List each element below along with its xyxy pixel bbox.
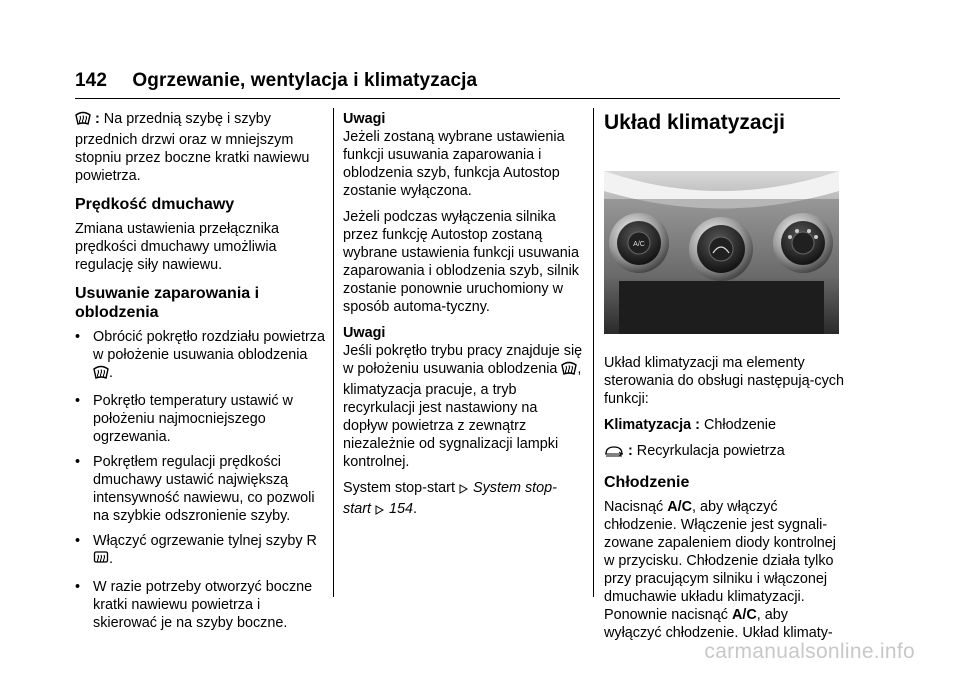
function-label: Klimatyzacja : xyxy=(604,417,700,433)
header-rule xyxy=(75,98,840,99)
list-item: • W razie potrzeby otworzyć boczne kratki nawiewu powietrza i skierować je na szyby boczne. xyxy=(75,578,325,632)
list-item-text: Pokrętło temperatury ustawić w położeniu najmocniejszego ogrzewania. xyxy=(93,393,293,445)
column-divider-2 xyxy=(593,108,594,597)
cross-reference[interactable]: System stop-start System stop-start 154. xyxy=(343,479,583,521)
fan-speed-heading: Prędkość dmuchawy xyxy=(75,196,235,213)
reference-arrow-icon xyxy=(459,482,469,500)
reference-arrow-icon xyxy=(375,503,385,521)
function-text: Recyrkulacja powietrza xyxy=(636,443,785,459)
cooling-paragraph: Nacisnąć A/C, aby włączyć chłodzenie. Włączenie jest sygnali-zowane zapaleniem diody kontrolnej w przycisku. Chłodzenie działa tylko przy pracującym silniku i włączonej dmuchawie układu klimatyzacji. Ponownie nacisnąć A/C, aby wyłączyć chłodzenie. Układ klimaty- xyxy=(604,499,836,641)
ac-button-label: A/C xyxy=(633,241,645,248)
fan-speed-text: Zmiana ustawienia przełącznika prędkości dmuchawy umożliwia regulację siły nawiewu. xyxy=(75,221,279,273)
note-paragraph: Jeśli pokrętło trybu pracy znajduje się w położeniu usuwania oblodzenia , klimatyzacja pracuje, a tryb recyrkulacji jest nastawiony na dopływ powietrza z zewnątrz niezależnie od sygnalizacji lampki kontrolnej. xyxy=(343,343,583,470)
note-heading: Uwagi xyxy=(343,325,386,341)
column-divider-1 xyxy=(333,108,334,597)
ac-label: A/C xyxy=(732,607,757,623)
function-item xyxy=(604,416,844,434)
reference-page: 154 xyxy=(389,501,414,517)
note-paragraph: Jeżeli zostaną wybrane ustawienia funkcji usuwania zaparowania i oblodzenia szyb, funkcja Autostop zostanie wyłączona. xyxy=(343,129,565,199)
windshield-defrost-icon xyxy=(93,364,109,385)
intro-label: : xyxy=(95,111,100,127)
note-paragraph: Jeżeli podczas wyłączenia silnika przez funkcję Autostop zostaną wybrane ustawienia funkcji usuwania zaparowania i oblodzenia szyb, silnik zostanie ponownie uruchomiony w sposób automa-tyczny. xyxy=(343,209,579,315)
chapter-title: Ogrzewanie, wentylacja i klimatyzacja xyxy=(132,70,478,91)
climate-control-photo xyxy=(604,171,839,334)
function-label: : xyxy=(628,443,633,459)
list-item: • Pokrętło temperatury ustawić w położeniu najmocniejszego ogrzewania. xyxy=(75,392,325,446)
function-item xyxy=(604,442,844,463)
reference-link[interactable]: System stop-start xyxy=(343,480,557,517)
intro-paragraph xyxy=(75,110,325,185)
section-title: Układ klimatyzacji xyxy=(604,111,785,134)
list-item-text: Pokrętłem regulacji prędkości dmuchawy ustawić największą intensywność nawiewu, co pozwoli na szybkie odszronienie szyby. xyxy=(93,454,315,524)
cooling-heading: Chłodzenie xyxy=(604,474,690,491)
list-item-text: Obrócić pokrętło rozdziału powietrza w położenie usuwania oblodzenia xyxy=(93,329,325,363)
watermark: carmanualsonline.info xyxy=(704,640,915,663)
defrost-heading: Usuwanie zaparowania i oblodzenia xyxy=(75,285,260,321)
climate-intro: Układ klimatyzacji ma elementy sterowania do obsługi następują-cych funkcji: xyxy=(604,355,844,407)
note-heading: Uwagi xyxy=(343,111,386,127)
column-2 xyxy=(343,110,583,529)
recirculation-icon xyxy=(604,444,624,463)
rear-defrost-icon xyxy=(93,550,109,571)
windshield-defrost-icon xyxy=(561,360,577,381)
list-item: • Pokrętłem regulacji prędkości dmuchawy ustawić największą intensywność nawiewu, co pozwoli na szybkie odszronienie szyby. xyxy=(75,453,325,525)
list-item: • Obrócić pokrętło rozdziału powietrza w położenie usuwania oblodzenia . xyxy=(75,328,325,385)
column-1 xyxy=(75,110,325,639)
column-3 xyxy=(604,108,844,650)
windshield-defrost-icon xyxy=(75,110,91,131)
list-item-text: Włączyć ogrzewanie tylnej szyby R xyxy=(93,533,317,549)
list-item: • Włączyć ogrzewanie tylnej szyby R . xyxy=(75,532,325,571)
list-item-text: W razie potrzeby otworzyć boczne kratki nawiewu powietrza i skierować je na szyby boczne. xyxy=(93,579,313,631)
page-header xyxy=(75,70,477,92)
ac-label: A/C xyxy=(667,499,692,515)
page-number: 142 xyxy=(75,70,108,91)
function-text: Chłodzenie xyxy=(703,417,776,433)
intro-text: Na przednią szybę i szyby przednich drzwi oraz w mniejszym stopniu przez boczne kratki nawiewu powietrza. xyxy=(75,111,310,184)
